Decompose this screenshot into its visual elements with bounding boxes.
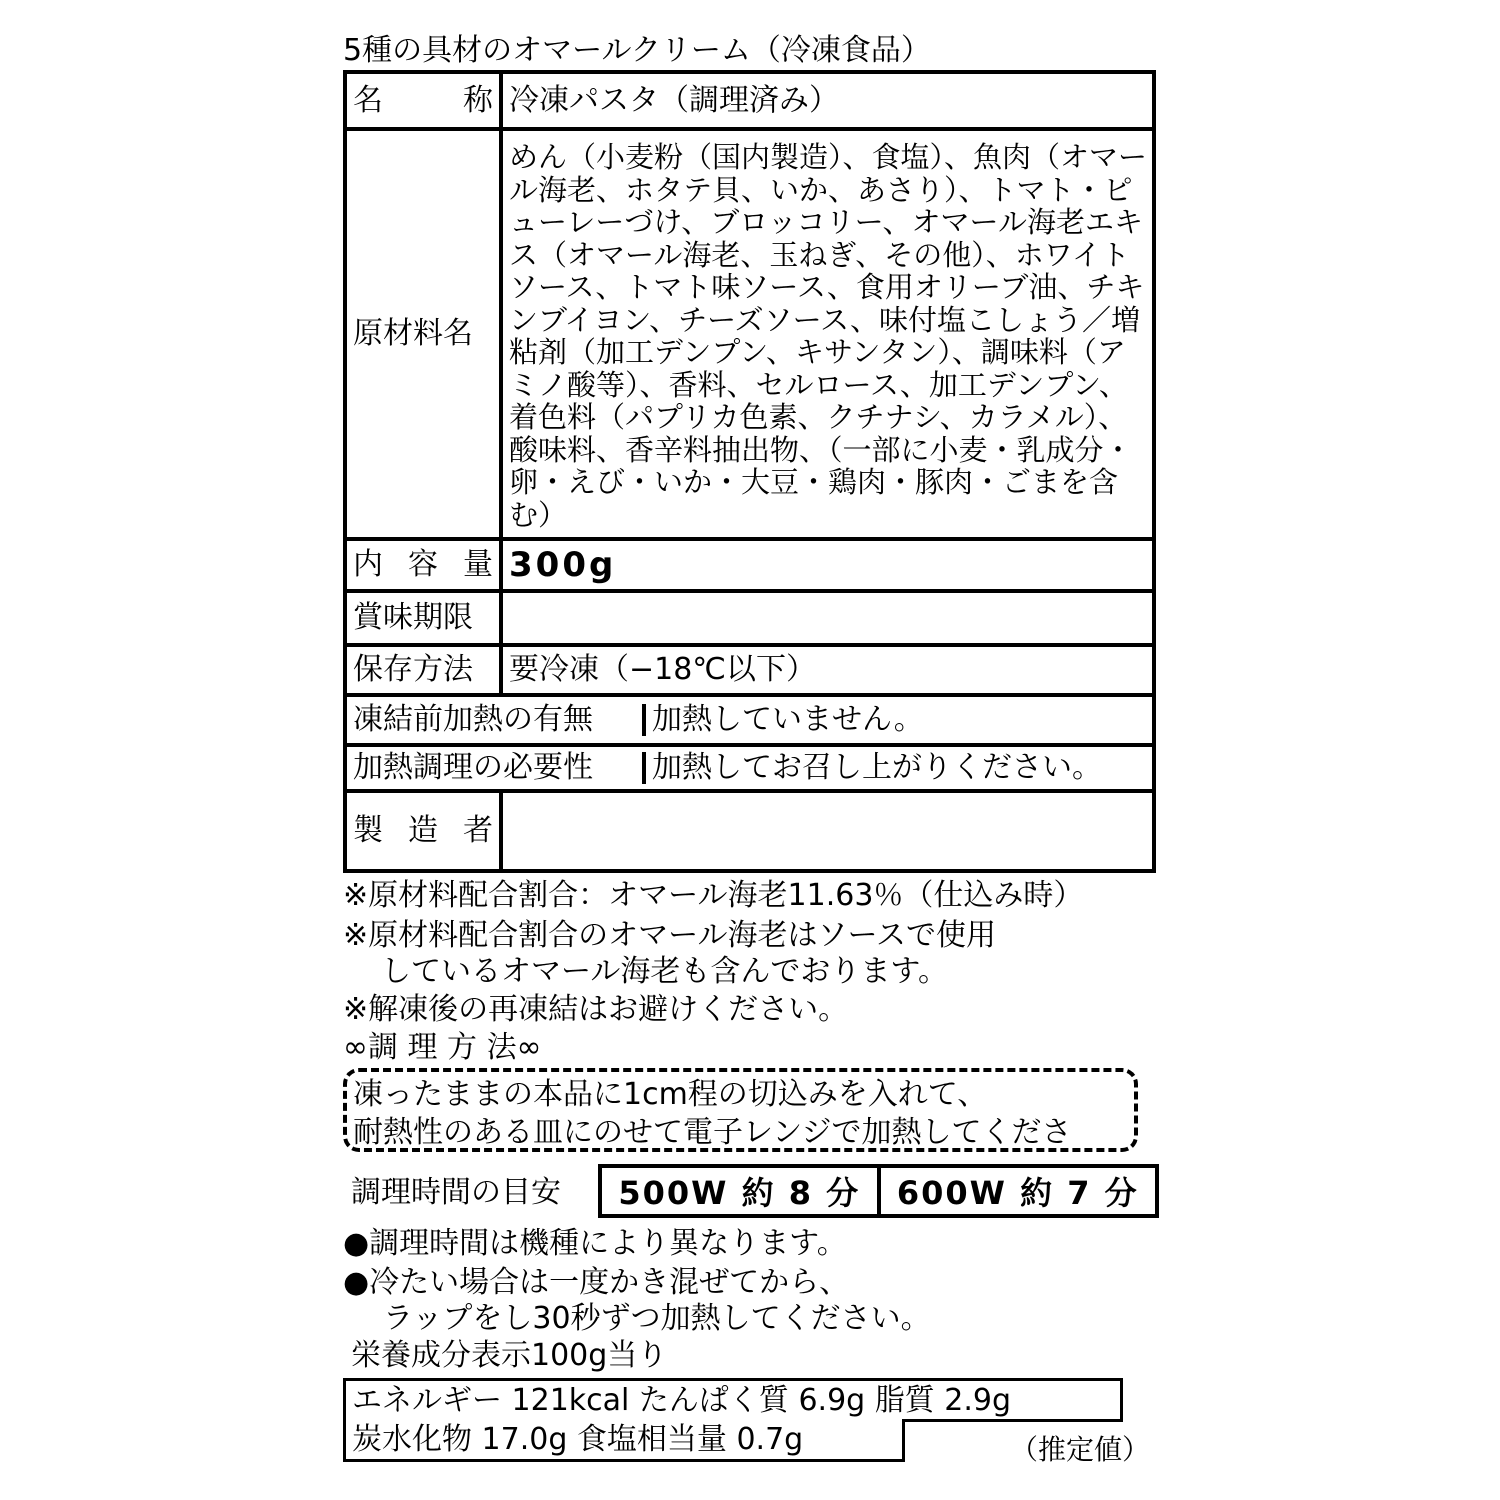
- name-label: 名 称: [345, 72, 501, 129]
- row-cooking: [345, 745, 1154, 791]
- row-storage: [345, 645, 1154, 695]
- content-label: 内 容 量: [345, 539, 501, 591]
- preheat-value: 加熱していません。: [652, 702, 924, 737]
- method-line-1: 凍ったままの本品に1cm程の切込みを入れて、: [353, 1077, 988, 1112]
- best-before-value: [501, 591, 1154, 645]
- maker-label: 製 造 者: [345, 791, 501, 871]
- nutrition-title: 栄養成分表示100g当り: [351, 1338, 668, 1373]
- nutrition-border-right: [1120, 1378, 1123, 1422]
- storage-label: 保存方法: [345, 645, 501, 695]
- nutrition-line-2: 炭水化物 17.0g 食塩相当量 0.7g: [343, 1422, 905, 1462]
- cooking-label: 加熱調理の必要性: [347, 752, 646, 784]
- tip-model: ●調理時間は機種により異なります。: [343, 1226, 847, 1261]
- note-refreeze: ※解凍後の再凍結はお避けください。: [343, 992, 849, 1027]
- note-sauce: ※原材料配合割合のオマール海老はソースで使用: [343, 918, 997, 953]
- row-content: [345, 539, 1154, 591]
- cook-time-600w: 600W 約 7 分: [877, 1168, 1156, 1214]
- food-label-table: [343, 70, 1156, 873]
- note-ratio: ※原材料配合割合：オマール海老11.63％（仕込み時）: [343, 878, 1084, 913]
- preheat-label: 凍結前加熱の有無: [347, 704, 646, 736]
- nutrition-line-1: エネルギー 121kcal たんぱく質 6.9g 脂質 2.9g: [343, 1378, 1123, 1422]
- nutrition-border-step: [902, 1419, 1123, 1422]
- cook-time-500w: 500W 約 8 分: [618, 1174, 861, 1212]
- cooking-value: 加熱してお召し上がりください。: [652, 750, 1102, 785]
- tip-cold-cont: ラップをし30秒ずつ加熱してください。: [383, 1301, 931, 1336]
- content-value: 300g: [501, 539, 1154, 591]
- note-sauce-cont: しているオマール海老も含んでおります。: [381, 954, 948, 989]
- nutrition-estimate: （推定値）: [1010, 1433, 1151, 1466]
- product-title: 5種の具材のオマールクリーム（冷凍食品）: [343, 33, 931, 68]
- ingredients-value: めん（小麦粉（国内製造）、食塩）、魚肉（オマール海老、ホタテ貝、いか、あさり）、トマト・ピューレーづけ、ブロッコリー、オマール海老エキス（オマール海老、玉ねぎ、その他）、ホワイトソース、トマト味ソース、食用オリーブ油、チキンブイヨン、チーズソース、味付塩こしょう／増粘剤（加工デンプン、キサンタン）、調味料（アミノ酸等）、香料、セルロース、加工デンプン、着色料（パプリカ色素、クチナシ、カラメル）、酸味料、香辛料抽出物、（一部に小麦・乳成分・卵・えび・いか・大豆・鶏肉・豚肉・ごまを含む）: [501, 129, 1154, 539]
- row-best-before: [345, 591, 1154, 645]
- ingredients-label: 原材料名: [345, 129, 501, 539]
- cook-time-label: 調理時間の目安: [351, 1175, 561, 1210]
- method-line-2: 耐熱性のある皿にのせて電子レンジで加熱してくださ: [353, 1115, 1072, 1150]
- row-name: [345, 72, 1154, 129]
- method-heading: ∞調 理 方 法∞: [343, 1030, 542, 1065]
- row-maker: [345, 791, 1154, 871]
- best-before-label: 賞味期限: [345, 591, 501, 645]
- tip-cold: ●冷たい場合は一度かき混ぜてから、: [343, 1265, 850, 1300]
- maker-value: [501, 791, 1154, 871]
- row-preheat: [345, 695, 1154, 745]
- name-value: 冷凍パスタ（調理済み）: [501, 72, 1154, 129]
- cook-time-table: [598, 1164, 1159, 1218]
- method-box: [343, 1068, 1138, 1152]
- storage-value: 要冷凍（−18℃以下）: [501, 645, 1154, 695]
- row-ingredients: [345, 129, 1154, 539]
